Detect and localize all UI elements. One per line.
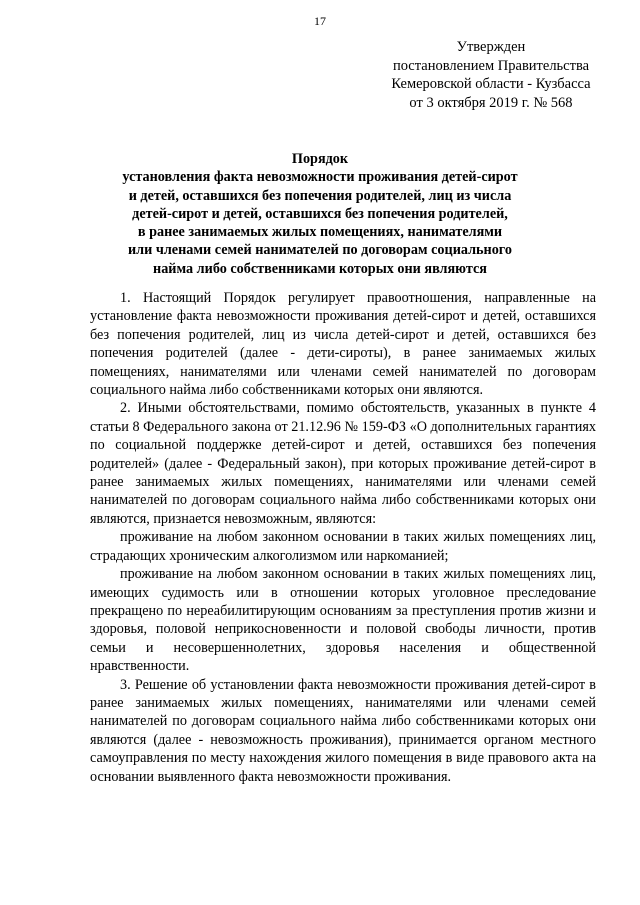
paragraph-2-item-1: проживание на любом законном основании в таких жилых помещениях лиц, страдающих хроническим алкоголизмом или наркоманией; bbox=[90, 529, 596, 564]
approval-line: постановлением Правительства bbox=[392, 57, 590, 74]
title-line: детей-сирот и детей, оставшихся без попечения родителей, bbox=[132, 205, 508, 222]
title-line: Порядок bbox=[291, 151, 349, 167]
paragraph-1: 1. Настоящий Порядок регулирует правоотношения, направленные на установление факта невозможности проживания детей-сирот и детей, оставшихся без попечения родителей, лиц из числа детей-сирот и детей, оставшихся без попечения родителей (далее - дети-сироты), в ранее занимаемых жилых помещениях, нанимателями или членами семей нанимателей по договорам социального найма либо собственниками которых они являются. bbox=[90, 290, 596, 399]
paragraph-2: 2. Иными обстоятельствами, помимо обстоятельств, указанных в пункте 4 статьи 8 Федерального закона от 21.12.96 № 159-ФЗ «О дополнительных гарантиях по социальной поддержке детей-сирот и детей, оставшихся без попечения родителей» (далее - Федеральный закон), при которых проживание детей-сирот в ранее занимаемых жилых помещениях, нанимателями или членами семей нанимателей по договорам социального найма либо собственниками которых они являются, признается невозможным, являются: bbox=[90, 400, 596, 527]
document-body bbox=[90, 289, 596, 786]
paragraph-3: 3. Решение об установлении факта невозможности проживания детей-сирот в ранее занимаемых жилых помещениях, нанимателями или членами семей нанимателей по договорам социального найма либо собственниками которых они являются (далее - невозможность проживания), принимается органом местного самоуправления по месту нахождения жилого помещения в виде правового акта на основании выявленного факта невозможности проживания. bbox=[90, 676, 596, 785]
title-line: установления факта невозможности проживания детей-сирот bbox=[122, 169, 518, 186]
title-line: найма либо собственниками которых они являются bbox=[153, 260, 487, 277]
title-line: или членами семей нанимателей по договорам социального bbox=[127, 242, 512, 259]
approval-line: от 3 октября 2019 г. № 568 bbox=[409, 94, 573, 111]
document-title bbox=[90, 150, 550, 278]
title-line: и детей, оставшихся без попечения родителей, лиц из числа bbox=[128, 187, 512, 204]
approval-stamp bbox=[376, 38, 606, 112]
title-line: в ранее занимаемых жилых помещениях, нанимателями bbox=[137, 224, 503, 241]
paragraph-2-item-2: проживание на любом законном основании в таких жилых помещениях лиц, имеющих судимость или в отношении которых уголовное преследование прекращено по нереабилитирующим основаниям за преступления против жизни и здоровья, половой неприкосновенности и половой свободы личности, против семьи и несовершеннолетних, здоровья населения и общественной нравственности. bbox=[90, 566, 596, 675]
approval-line: Кемеровской области - Кузбасса bbox=[391, 76, 591, 92]
approval-line: Утвержден bbox=[456, 39, 526, 55]
page-number: 17 bbox=[314, 14, 326, 28]
